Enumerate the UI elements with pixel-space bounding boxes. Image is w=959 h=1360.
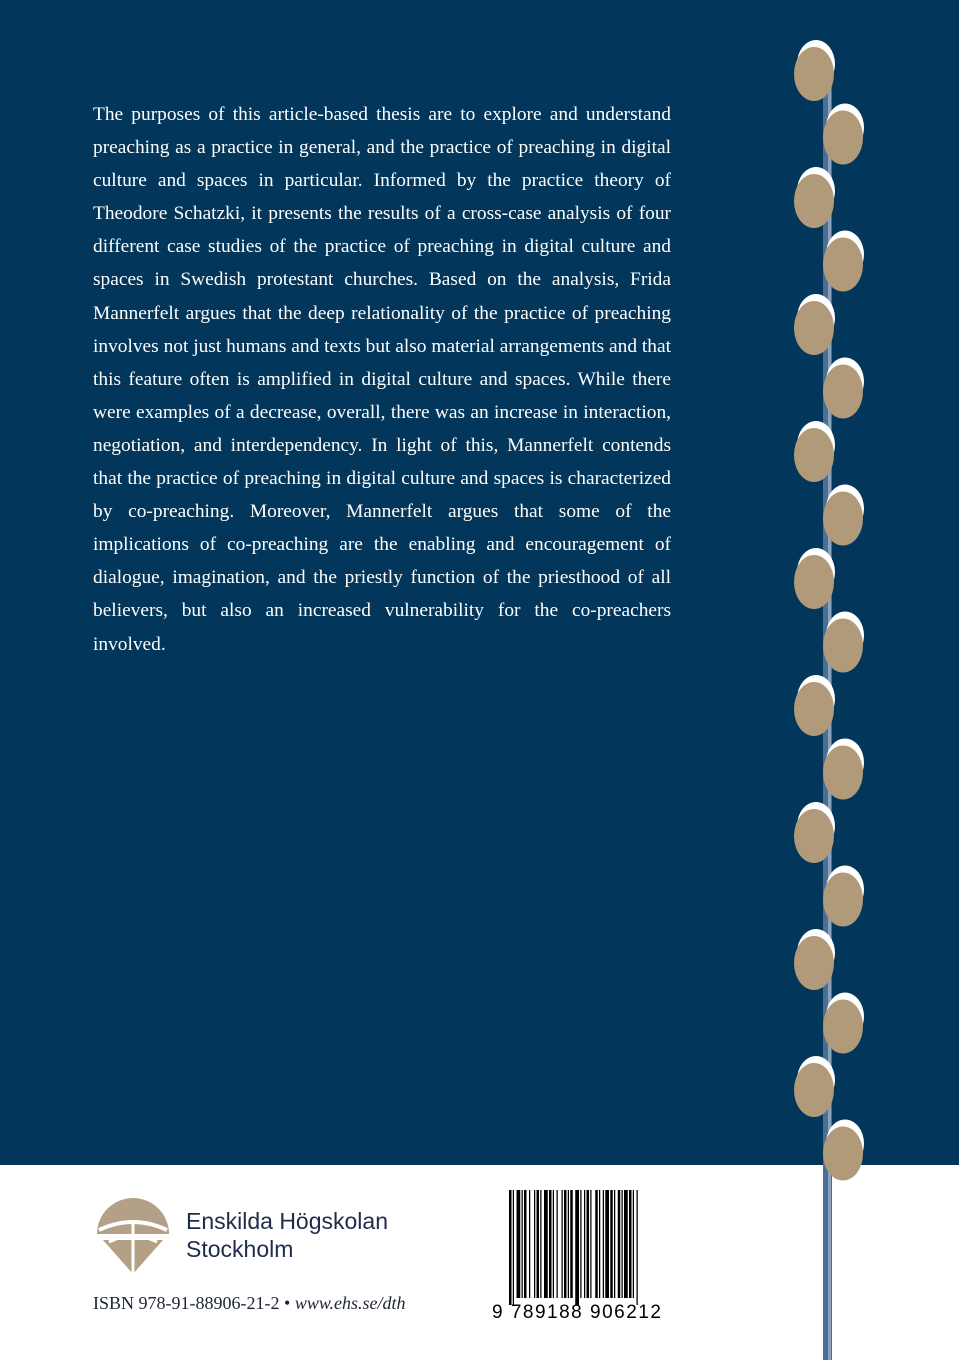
barcode-bar <box>590 1190 591 1298</box>
isbn-separator: • <box>279 1293 295 1313</box>
barcode-bar <box>575 1190 579 1305</box>
barcode-bar <box>557 1190 558 1298</box>
barcode-bar <box>568 1190 569 1298</box>
barcode-bar <box>595 1190 598 1298</box>
isbn-footer <box>93 1293 405 1314</box>
blurb-text: The purposes of this article-based thesis are to explore and understand preaching as a practice in general, and the practice of preaching in digital culture and spaces in particular. Informed by the practice theory of Theodore Schatzki, it presents the results of a cross-case analysis of four different case studies of the practice of preaching in digital culture and spaces in Swedish protestant churches. Based on the analysis, Frida Mannerfelt argues that the deep relationality of the practice of preaching involves not just humans and texts but also material arrangements and that this feature often is amplified in digital culture and spaces. While there were examples of a decrease, overall, there was an increase in interaction, negotiation, and interdependency. In light of this, Mannerfelt contends that the practice of preaching in digital culture and spaces is characterized by co-preaching. Moreover, Mannerfelt argues that some of the implications of co-preaching are the enabling and encouragement of dialogue, imagination, and the priestly function of the priesthood of all believers, but also an increased vulnerability for the co-preachers involved. <box>93 104 671 655</box>
barcode-bar <box>549 1190 552 1298</box>
website-link[interactable]: www.ehs.se/dth <box>294 1293 406 1313</box>
barcode-bars <box>509 1190 669 1305</box>
barcode-bar <box>618 1190 621 1298</box>
barcode-bar <box>540 1190 541 1298</box>
barcode-bar <box>614 1190 615 1298</box>
isbn-number: ISBN 978-91-88906-21-2 <box>93 1293 280 1313</box>
barcode-bar <box>513 1190 514 1305</box>
ehs-logo-icon <box>93 1190 173 1276</box>
barcode-bar <box>537 1190 540 1298</box>
barcode-bar <box>562 1190 563 1298</box>
barcode-bar <box>629 1190 632 1298</box>
publisher-name <box>186 1207 388 1263</box>
barcode-bar <box>587 1190 590 1298</box>
barcode-bar <box>603 1190 604 1298</box>
barcode-bar <box>610 1190 613 1298</box>
barcode-bar <box>624 1190 628 1298</box>
isbn-barcode <box>492 1190 670 1327</box>
barcode-bar <box>580 1190 581 1298</box>
barcode-digits: 9 789188 906212 <box>492 1302 663 1323</box>
barcode-bar <box>509 1190 512 1305</box>
barcode-bar <box>544 1190 548 1298</box>
barcode-bar <box>570 1190 573 1298</box>
barcode-bar <box>524 1190 527 1298</box>
barcode-bar <box>599 1190 600 1298</box>
barcode-bar <box>522 1190 523 1298</box>
barcode-bar <box>553 1190 554 1298</box>
barcode-bar <box>637 1190 638 1305</box>
barcode-bar <box>517 1190 521 1298</box>
barcode-bar <box>534 1190 535 1298</box>
barcode-bar <box>529 1190 530 1298</box>
barcode-bar <box>605 1190 609 1298</box>
barcode-bar <box>584 1190 585 1298</box>
barcode-bar <box>564 1190 567 1298</box>
barcode-bar <box>622 1190 623 1298</box>
publisher-name-line2: Stockholm <box>186 1236 294 1262</box>
publisher-name-line1: Enskilda Högskolan <box>186 1208 389 1234</box>
barcode-bar <box>633 1190 634 1298</box>
